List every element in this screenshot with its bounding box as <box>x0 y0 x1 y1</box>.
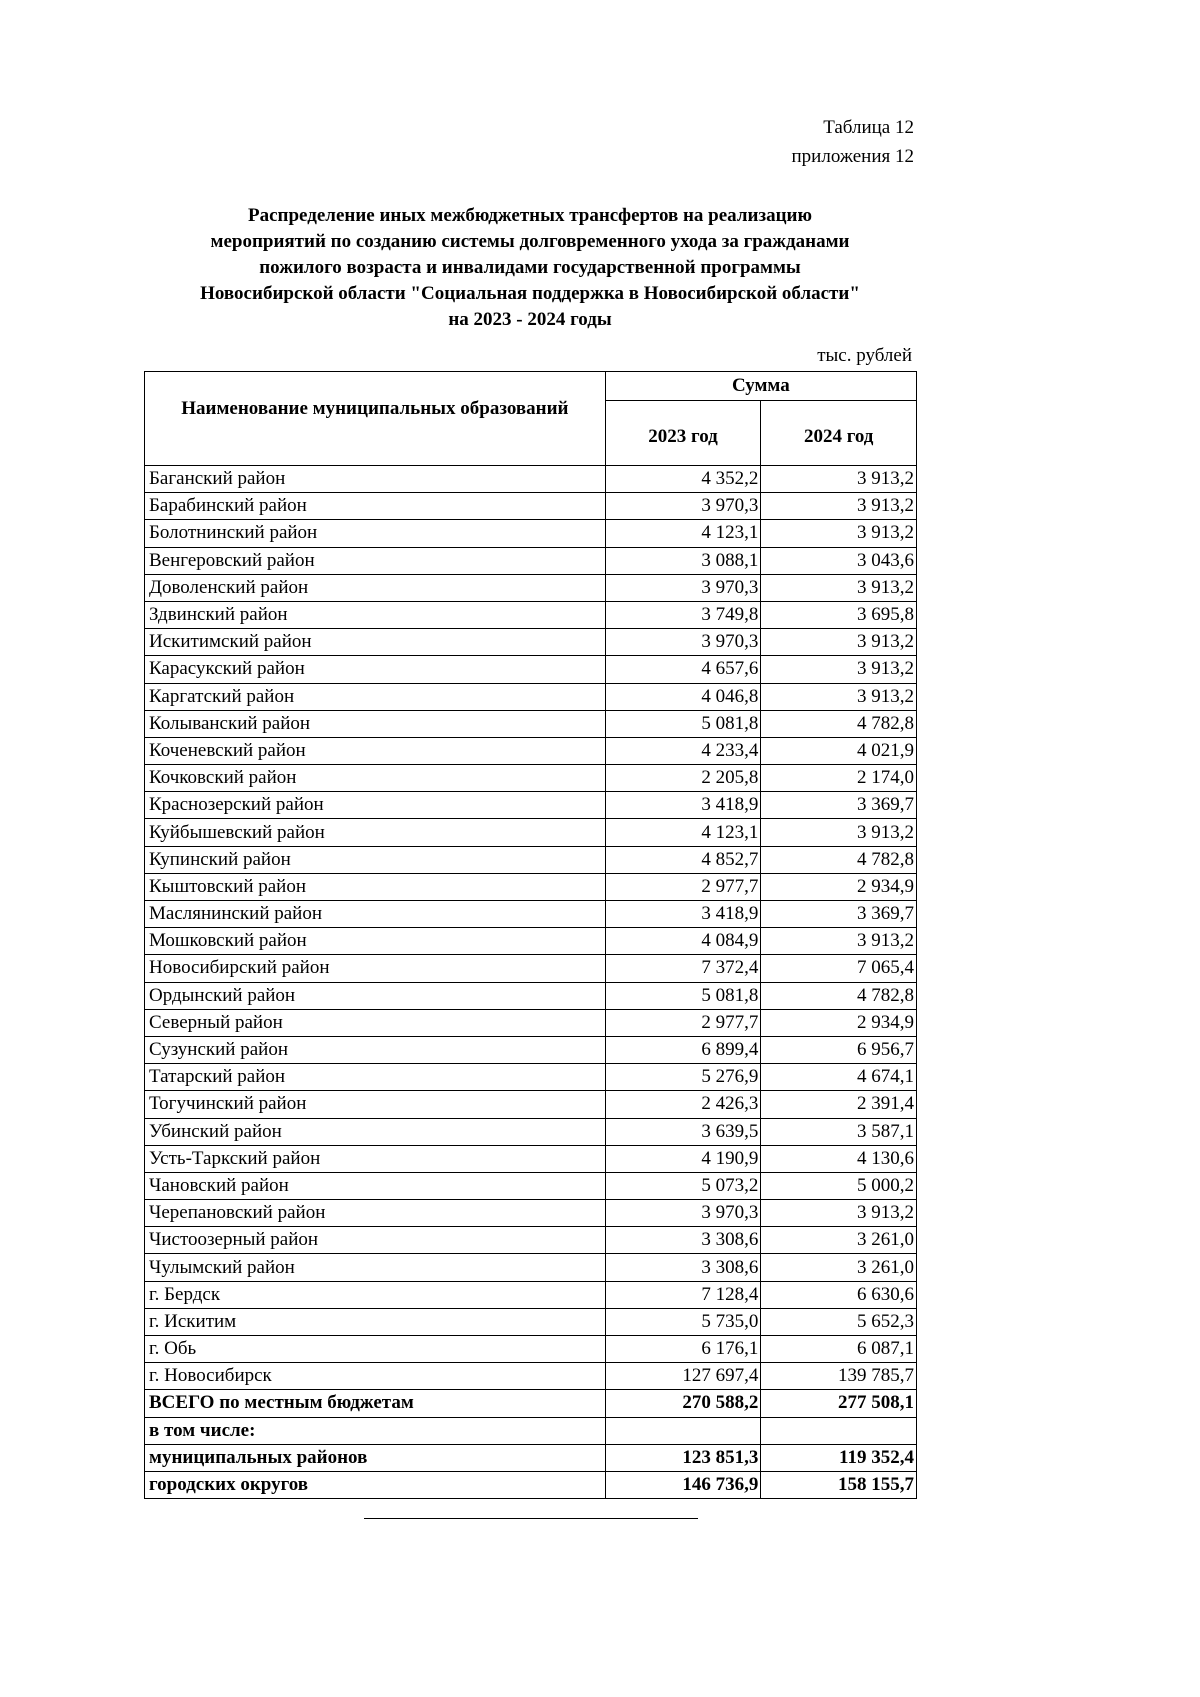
transfers-table <box>144 371 917 1499</box>
table-row <box>145 792 917 819</box>
table-row <box>145 1281 917 1308</box>
municipality-cell: Тогучинский район <box>145 1091 606 1118</box>
table-row <box>145 901 917 928</box>
value-2023-cell: 4 046,8 <box>605 683 761 710</box>
table-row <box>145 955 917 982</box>
table-row <box>145 1363 917 1390</box>
value-2023-cell: 2 426,3 <box>605 1091 761 1118</box>
municipality-cell: Черепановский район <box>145 1200 606 1227</box>
including-row <box>145 1417 917 1444</box>
value-2023-cell: 4 084,9 <box>605 928 761 955</box>
value-2023-cell: 127 697,4 <box>605 1363 761 1390</box>
title-line: пожилого возраста и инвалидами государственной программы <box>259 257 801 278</box>
value-2024-cell: 3 261,0 <box>761 1227 917 1254</box>
municipality-cell: Доволенский район <box>145 574 606 601</box>
municipality-cell: Маслянинский район <box>145 901 606 928</box>
value-2023-cell: 4 657,6 <box>605 656 761 683</box>
value-2023-cell: 2 977,7 <box>605 873 761 900</box>
total-row <box>145 1390 917 1417</box>
municipality-cell: Болотнинский район <box>145 520 606 547</box>
unit-label: тыс. рублей <box>817 345 912 366</box>
value-2024-cell: 3 913,2 <box>761 466 917 493</box>
value-2023-cell: 146 736,9 <box>605 1471 761 1498</box>
value-2023-cell: 5 276,9 <box>605 1064 761 1091</box>
value-2024-cell: 6 630,6 <box>761 1281 917 1308</box>
table-row <box>145 601 917 628</box>
title-line: Новосибирской области "Социальная поддержка в Новосибирской области" <box>200 283 860 304</box>
municipality-cell: Кыштовский район <box>145 873 606 900</box>
footer-divider <box>364 1518 698 1519</box>
table-row <box>145 765 917 792</box>
value-2024-cell: 3 587,1 <box>761 1118 917 1145</box>
table-row <box>145 846 917 873</box>
value-2024-cell: 119 352,4 <box>761 1444 917 1471</box>
table-row <box>145 737 917 764</box>
table-row <box>145 982 917 1009</box>
municipality-cell: городских округов <box>145 1471 606 1498</box>
value-2024-cell: 2 174,0 <box>761 765 917 792</box>
table-row <box>145 1145 917 1172</box>
table-row <box>145 1118 917 1145</box>
municipality-cell: Коченевский район <box>145 737 606 764</box>
value-2023-cell: 123 851,3 <box>605 1444 761 1471</box>
value-2023-cell: 6 176,1 <box>605 1336 761 1363</box>
value-2024-cell: 3 913,2 <box>761 629 917 656</box>
municipality-cell: г. Обь <box>145 1336 606 1363</box>
municipality-cell: Чулымский район <box>145 1254 606 1281</box>
municipality-cell: Карасукский район <box>145 656 606 683</box>
municipality-cell: Сузунский район <box>145 1036 606 1063</box>
value-2024-cell: 4 782,8 <box>761 982 917 1009</box>
value-2023-cell: 4 233,4 <box>605 737 761 764</box>
municipality-cell: Убинский район <box>145 1118 606 1145</box>
value-2024-cell: 2 934,9 <box>761 1009 917 1036</box>
value-2024-cell: 4 782,8 <box>761 710 917 737</box>
value-2023-cell: 3 749,8 <box>605 601 761 628</box>
table-row <box>145 520 917 547</box>
table-row <box>145 1227 917 1254</box>
value-2024-cell: 5 000,2 <box>761 1172 917 1199</box>
value-2024-cell: 2 391,4 <box>761 1091 917 1118</box>
table-row <box>145 1091 917 1118</box>
municipality-cell: Татарский район <box>145 1064 606 1091</box>
sum-column-header: Сумма <box>605 372 916 401</box>
municipality-cell: Ордынский район <box>145 982 606 1009</box>
table-row <box>145 683 917 710</box>
value-2024-cell: 3 913,2 <box>761 493 917 520</box>
value-2024-cell: 139 785,7 <box>761 1363 917 1390</box>
municipality-cell: Барабинский район <box>145 493 606 520</box>
table-row <box>145 819 917 846</box>
table-row <box>145 1172 917 1199</box>
value-2023-cell: 2 205,8 <box>605 765 761 792</box>
table-row <box>145 1308 917 1335</box>
value-2023-cell: 3 970,3 <box>605 1200 761 1227</box>
title-line: на 2023 - 2024 годы <box>448 309 612 330</box>
table-row <box>145 466 917 493</box>
municipality-cell: Куйбышевский район <box>145 819 606 846</box>
value-2024-cell: 4 674,1 <box>761 1064 917 1091</box>
appendix-label: приложения 12 <box>791 146 914 167</box>
municipality-cell: г. Искитим <box>145 1308 606 1335</box>
municipality-cell: Искитимский район <box>145 629 606 656</box>
value-2024-cell <box>761 1417 917 1444</box>
table-row <box>145 1200 917 1227</box>
value-2023-cell: 5 081,8 <box>605 982 761 1009</box>
municipality-cell: г. Бердск <box>145 1281 606 1308</box>
year-2024-header: 2024 год <box>761 401 917 466</box>
value-2023-cell: 4 352,2 <box>605 466 761 493</box>
value-2024-cell: 3 913,2 <box>761 656 917 683</box>
value-2024-cell: 3 369,7 <box>761 792 917 819</box>
value-2024-cell: 158 155,7 <box>761 1471 917 1498</box>
value-2024-cell: 277 508,1 <box>761 1390 917 1417</box>
value-2023-cell: 3 639,5 <box>605 1118 761 1145</box>
value-2024-cell: 3 695,8 <box>761 601 917 628</box>
value-2023-cell: 3 308,6 <box>605 1254 761 1281</box>
value-2023-cell: 270 588,2 <box>605 1390 761 1417</box>
table-row <box>145 493 917 520</box>
document-header <box>792 113 914 171</box>
municipality-cell: г. Новосибирск <box>145 1363 606 1390</box>
municipality-cell: муниципальных районов <box>145 1444 606 1471</box>
value-2023-cell: 3 970,3 <box>605 574 761 601</box>
table-row <box>145 656 917 683</box>
title-line: мероприятий по созданию системы долговременного ухода за гражданами <box>210 231 850 252</box>
table-row <box>145 1064 917 1091</box>
table-row <box>145 1336 917 1363</box>
table-row <box>145 928 917 955</box>
municipality-cell: Чистоозерный район <box>145 1227 606 1254</box>
document-title <box>130 203 930 333</box>
municipality-cell: Краснозерский район <box>145 792 606 819</box>
value-2023-cell: 4 123,1 <box>605 819 761 846</box>
value-2024-cell: 3 913,2 <box>761 574 917 601</box>
value-2024-cell: 5 652,3 <box>761 1308 917 1335</box>
municipality-cell: Каргатский район <box>145 683 606 710</box>
value-2023-cell: 5 081,8 <box>605 710 761 737</box>
subtotal-row <box>145 1471 917 1498</box>
value-2023-cell: 3 970,3 <box>605 629 761 656</box>
municipality-cell: Баганский район <box>145 466 606 493</box>
municipality-cell: Колыванский район <box>145 710 606 737</box>
municipality-cell: Усть-Таркский район <box>145 1145 606 1172</box>
table-row <box>145 574 917 601</box>
table-row <box>145 1036 917 1063</box>
municipality-cell: ВСЕГО по местным бюджетам <box>145 1390 606 1417</box>
value-2023-cell: 4 852,7 <box>605 846 761 873</box>
municipality-cell: Чановский район <box>145 1172 606 1199</box>
table-row <box>145 547 917 574</box>
value-2023-cell: 6 899,4 <box>605 1036 761 1063</box>
municipality-column-header: Наименование муниципальных образований <box>145 372 606 466</box>
table-number-label: Таблица 12 <box>823 117 914 138</box>
municipality-cell: Купинский район <box>145 846 606 873</box>
value-2024-cell: 3 913,2 <box>761 928 917 955</box>
municipality-cell: Венгеровский район <box>145 547 606 574</box>
municipality-cell: Мошковский район <box>145 928 606 955</box>
table-row <box>145 710 917 737</box>
value-2024-cell: 4 021,9 <box>761 737 917 764</box>
value-2024-cell: 4 130,6 <box>761 1145 917 1172</box>
value-2023-cell: 3 418,9 <box>605 901 761 928</box>
value-2024-cell: 7 065,4 <box>761 955 917 982</box>
value-2024-cell: 3 913,2 <box>761 683 917 710</box>
value-2024-cell: 3 913,2 <box>761 1200 917 1227</box>
value-2023-cell: 5 735,0 <box>605 1308 761 1335</box>
table-row <box>145 1009 917 1036</box>
subtotal-row <box>145 1444 917 1471</box>
municipality-cell: Здвинский район <box>145 601 606 628</box>
value-2023-cell: 3 970,3 <box>605 493 761 520</box>
value-2023-cell: 7 128,4 <box>605 1281 761 1308</box>
value-2023-cell: 4 190,9 <box>605 1145 761 1172</box>
value-2024-cell: 3 261,0 <box>761 1254 917 1281</box>
value-2023-cell: 4 123,1 <box>605 520 761 547</box>
table-row <box>145 1254 917 1281</box>
value-2024-cell: 3 369,7 <box>761 901 917 928</box>
municipality-cell: в том числе: <box>145 1417 606 1444</box>
value-2024-cell: 6 956,7 <box>761 1036 917 1063</box>
value-2024-cell: 2 934,9 <box>761 873 917 900</box>
value-2023-cell: 2 977,7 <box>605 1009 761 1036</box>
table-body <box>145 466 917 1499</box>
value-2024-cell: 3 913,2 <box>761 819 917 846</box>
value-2023-cell: 3 418,9 <box>605 792 761 819</box>
table-header-row <box>145 372 917 401</box>
value-2024-cell: 3 043,6 <box>761 547 917 574</box>
municipality-cell: Новосибирский район <box>145 955 606 982</box>
value-2024-cell: 4 782,8 <box>761 846 917 873</box>
value-2024-cell: 3 913,2 <box>761 520 917 547</box>
table-row <box>145 629 917 656</box>
value-2023-cell: 7 372,4 <box>605 955 761 982</box>
value-2023-cell: 3 088,1 <box>605 547 761 574</box>
title-line: Распределение иных межбюджетных трансфертов на реализацию <box>248 205 812 226</box>
year-2023-header: 2023 год <box>605 401 761 466</box>
table-row <box>145 873 917 900</box>
value-2024-cell: 6 087,1 <box>761 1336 917 1363</box>
municipality-cell: Северный район <box>145 1009 606 1036</box>
municipality-cell: Кочковский район <box>145 765 606 792</box>
value-2023-cell: 5 073,2 <box>605 1172 761 1199</box>
value-2023-cell: 3 308,6 <box>605 1227 761 1254</box>
value-2023-cell <box>605 1417 761 1444</box>
